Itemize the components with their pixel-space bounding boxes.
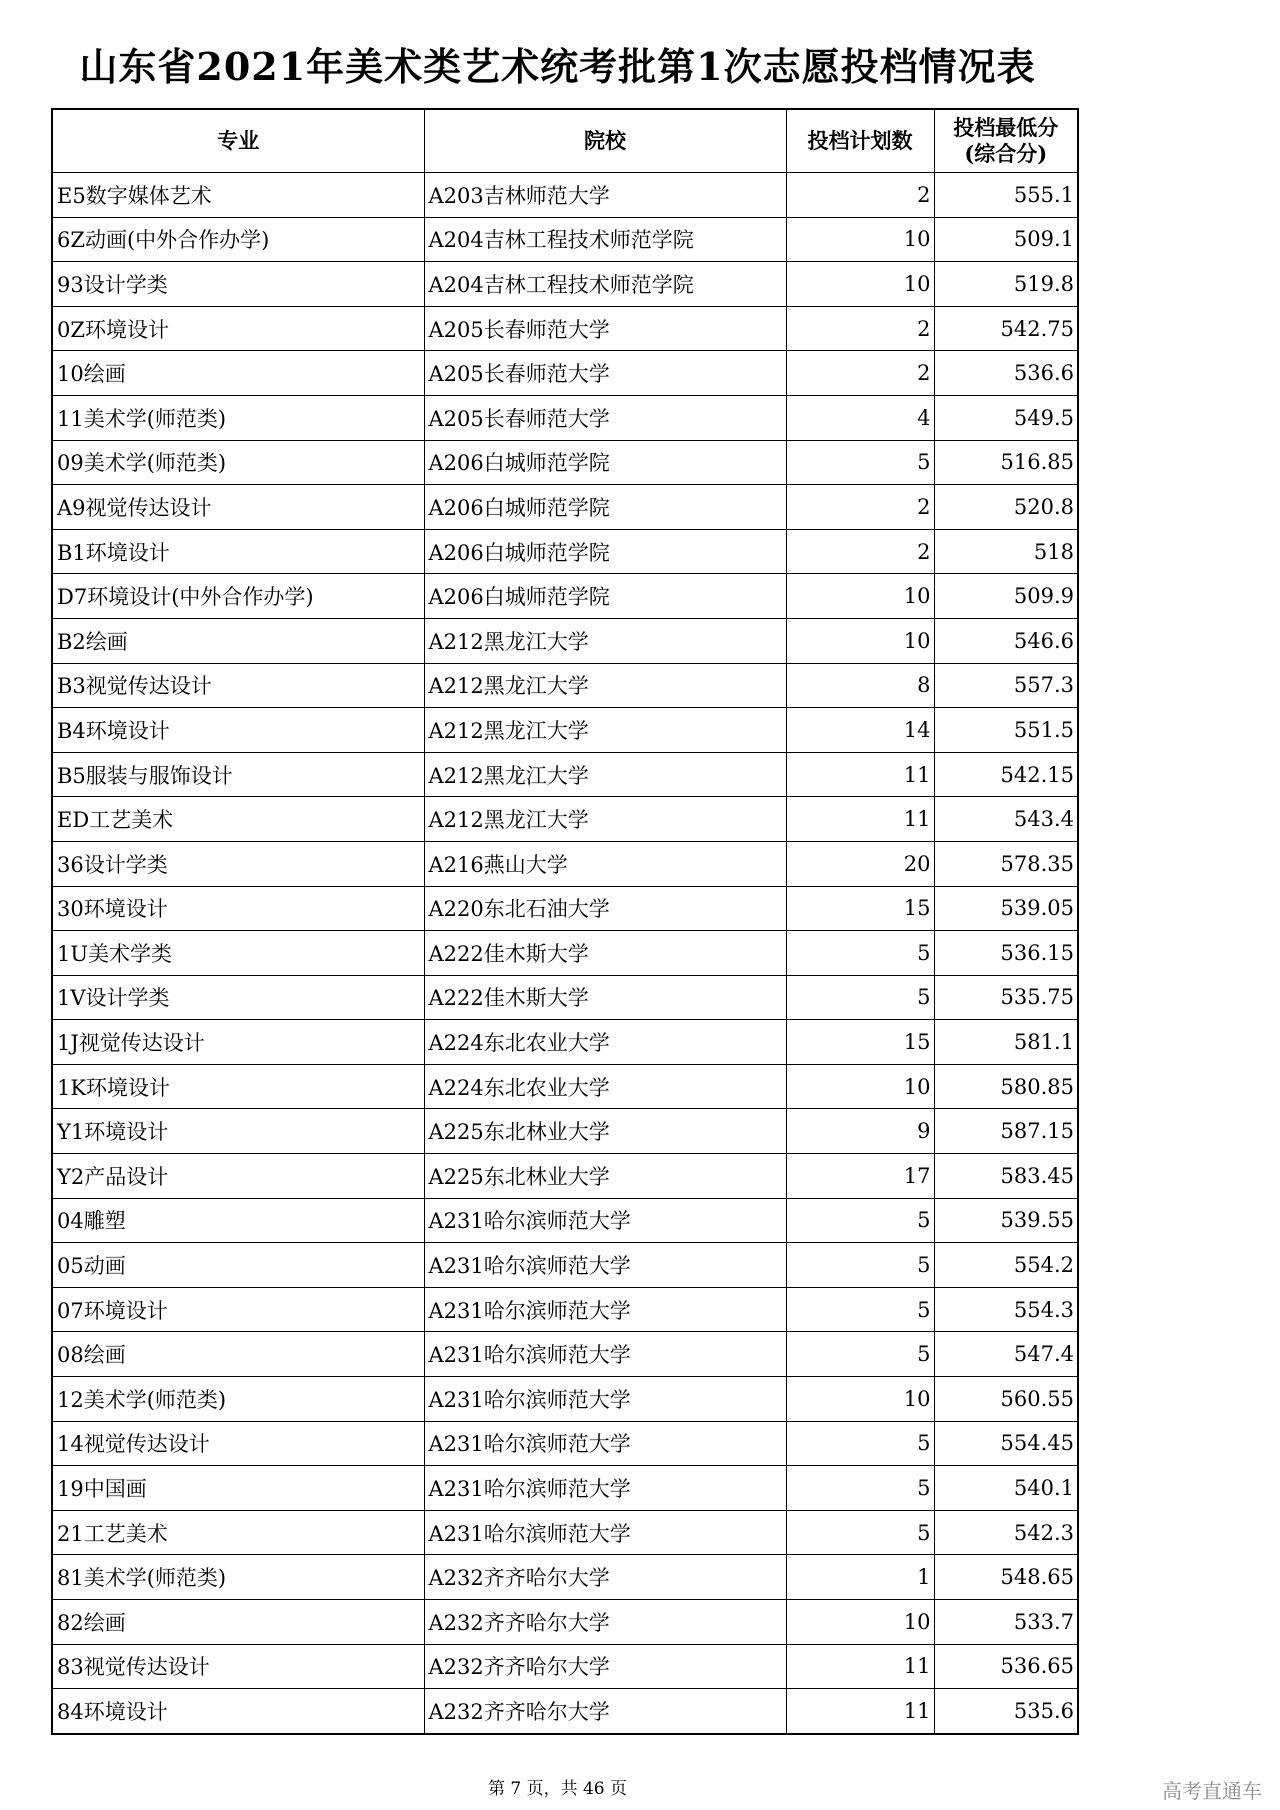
cell-min-score: 519.8 [934, 262, 1078, 307]
cell-major: 6Z动画(中外合作办学) [52, 217, 424, 262]
cell-plan-count: 9 [786, 1109, 934, 1154]
cell-major: 05动画 [52, 1243, 424, 1288]
table-row [52, 1466, 1078, 1511]
cell-major: 82绘画 [52, 1600, 424, 1645]
cell-min-score: 536.15 [934, 931, 1078, 976]
table-row [52, 485, 1078, 530]
cell-major: 93设计学类 [52, 262, 424, 307]
admission-table [51, 108, 1079, 1735]
table-row [52, 1198, 1078, 1243]
cell-school: A232齐齐哈尔大学 [424, 1600, 786, 1645]
cell-school: A206白城师范学院 [424, 529, 786, 574]
cell-school: A212黑龙江大学 [424, 752, 786, 797]
cell-major: 1J视觉传达设计 [52, 1020, 424, 1065]
cell-plan-count: 11 [786, 752, 934, 797]
cell-plan-count: 10 [786, 1064, 934, 1109]
table-row [52, 1332, 1078, 1377]
cell-major: D7环境设计(中外合作办学) [52, 574, 424, 619]
cell-min-score: 535.75 [934, 975, 1078, 1020]
table-row [52, 841, 1078, 886]
table-row [52, 1377, 1078, 1422]
cell-min-score: 580.85 [934, 1064, 1078, 1109]
table-row [52, 1689, 1078, 1734]
table-row [52, 1555, 1078, 1600]
cell-min-score: 547.4 [934, 1332, 1078, 1377]
header-major: 专业 [52, 109, 424, 173]
cell-school: A231哈尔滨师范大学 [424, 1332, 786, 1377]
cell-major: B2绘画 [52, 618, 424, 663]
cell-min-score: 555.1 [934, 173, 1078, 218]
table-row [52, 931, 1078, 976]
cell-min-score: 554.45 [934, 1421, 1078, 1466]
cell-min-score: 518 [934, 529, 1078, 574]
cell-min-score: 587.15 [934, 1109, 1078, 1154]
cell-school: A225东北林业大学 [424, 1109, 786, 1154]
table-row [52, 708, 1078, 753]
table-row [52, 574, 1078, 619]
table-row [52, 1064, 1078, 1109]
cell-school: A232齐齐哈尔大学 [424, 1689, 786, 1734]
table-row [52, 1109, 1078, 1154]
cell-major: 11美术学(师范类) [52, 395, 424, 440]
cell-plan-count: 14 [786, 708, 934, 753]
cell-plan-count: 15 [786, 1020, 934, 1065]
cell-plan-count: 2 [786, 485, 934, 530]
cell-min-score: 551.5 [934, 708, 1078, 753]
cell-min-score: 542.15 [934, 752, 1078, 797]
cell-major: 21工艺美术 [52, 1510, 424, 1555]
cell-school: A231哈尔滨师范大学 [424, 1243, 786, 1288]
cell-major: 81美术学(师范类) [52, 1555, 424, 1600]
table-row [52, 217, 1078, 262]
cell-plan-count: 5 [786, 1510, 934, 1555]
table-row [52, 1287, 1078, 1332]
cell-major: 12美术学(师范类) [52, 1377, 424, 1422]
cell-min-score: 509.9 [934, 574, 1078, 619]
cell-min-score: 578.35 [934, 841, 1078, 886]
cell-plan-count: 10 [786, 1600, 934, 1645]
cell-min-score: 542.3 [934, 1510, 1078, 1555]
table-row [52, 975, 1078, 1020]
watermark: 高考直通车 [1162, 1779, 1262, 1803]
cell-school: A204吉林工程技术师范学院 [424, 217, 786, 262]
table-row [52, 1510, 1078, 1555]
table-row [52, 440, 1078, 485]
cell-school: A224东北农业大学 [424, 1020, 786, 1065]
table-row [52, 1243, 1078, 1288]
table-row [52, 618, 1078, 663]
table-row [52, 529, 1078, 574]
cell-major: 1K环境设计 [52, 1064, 424, 1109]
cell-plan-count: 2 [786, 306, 934, 351]
cell-major: A9视觉传达设计 [52, 485, 424, 530]
table-row [52, 752, 1078, 797]
cell-school: A212黑龙江大学 [424, 663, 786, 708]
cell-school: A231哈尔滨师范大学 [424, 1287, 786, 1332]
cell-min-score: 539.55 [934, 1198, 1078, 1243]
cell-plan-count: 5 [786, 1198, 934, 1243]
cell-min-score: 520.8 [934, 485, 1078, 530]
cell-min-score: 536.65 [934, 1644, 1078, 1689]
cell-min-score: 581.1 [934, 1020, 1078, 1065]
cell-min-score: 554.2 [934, 1243, 1078, 1288]
cell-school: A225东北林业大学 [424, 1154, 786, 1199]
table-row [52, 173, 1078, 218]
cell-major: 09美术学(师范类) [52, 440, 424, 485]
cell-plan-count: 17 [786, 1154, 934, 1199]
table-row [52, 351, 1078, 396]
cell-school: A204吉林工程技术师范学院 [424, 262, 786, 307]
cell-school: A203吉林师范大学 [424, 173, 786, 218]
cell-school: A212黑龙江大学 [424, 708, 786, 753]
cell-school: A212黑龙江大学 [424, 618, 786, 663]
cell-plan-count: 10 [786, 574, 934, 619]
cell-major: 1V设计学类 [52, 975, 424, 1020]
cell-school: A231哈尔滨师范大学 [424, 1377, 786, 1422]
cell-plan-count: 4 [786, 395, 934, 440]
table-row [52, 797, 1078, 842]
cell-plan-count: 1 [786, 1555, 934, 1600]
cell-school: A231哈尔滨师范大学 [424, 1510, 786, 1555]
cell-school: A206白城师范学院 [424, 440, 786, 485]
cell-plan-count: 20 [786, 841, 934, 886]
cell-major: Y1环境设计 [52, 1109, 424, 1154]
cell-plan-count: 10 [786, 217, 934, 262]
cell-plan-count: 10 [786, 262, 934, 307]
table-row [52, 886, 1078, 931]
cell-plan-count: 11 [786, 1689, 934, 1734]
table-row [52, 1421, 1078, 1466]
cell-major: B3视觉传达设计 [52, 663, 424, 708]
cell-plan-count: 11 [786, 797, 934, 842]
cell-school: A220东北石油大学 [424, 886, 786, 931]
cell-plan-count: 2 [786, 529, 934, 574]
cell-major: 36设计学类 [52, 841, 424, 886]
table-row [52, 1644, 1078, 1689]
header-plan-count: 投档计划数 [786, 109, 934, 173]
cell-major: 10绘画 [52, 351, 424, 396]
cell-school: A205长春师范大学 [424, 395, 786, 440]
cell-major: B1环境设计 [52, 529, 424, 574]
cell-min-score: 543.4 [934, 797, 1078, 842]
cell-major: 14视觉传达设计 [52, 1421, 424, 1466]
cell-min-score: 549.5 [934, 395, 1078, 440]
cell-major: 0Z环境设计 [52, 306, 424, 351]
cell-major: 07环境设计 [52, 1287, 424, 1332]
cell-plan-count: 8 [786, 663, 934, 708]
cell-plan-count: 10 [786, 618, 934, 663]
page-footer: 第 7 页，共 46 页 [487, 1779, 628, 1799]
cell-school: A205长春师范大学 [424, 351, 786, 396]
cell-school: A231哈尔滨师范大学 [424, 1421, 786, 1466]
cell-plan-count: 5 [786, 1243, 934, 1288]
cell-plan-count: 10 [786, 1377, 934, 1422]
cell-plan-count: 5 [786, 975, 934, 1020]
cell-major: ED工艺美术 [52, 797, 424, 842]
cell-school: A206白城师范学院 [424, 485, 786, 530]
cell-min-score: 557.3 [934, 663, 1078, 708]
cell-major: B5服装与服饰设计 [52, 752, 424, 797]
cell-plan-count: 5 [786, 1332, 934, 1377]
cell-min-score: 560.55 [934, 1377, 1078, 1422]
cell-school: A205长春师范大学 [424, 306, 786, 351]
table-header-row [52, 109, 1078, 173]
cell-min-score: 548.65 [934, 1555, 1078, 1600]
cell-major: Y2产品设计 [52, 1154, 424, 1199]
cell-school: A232齐齐哈尔大学 [424, 1644, 786, 1689]
cell-min-score: 516.85 [934, 440, 1078, 485]
cell-school: A222佳木斯大学 [424, 931, 786, 976]
cell-school: A224东北农业大学 [424, 1064, 786, 1109]
cell-plan-count: 5 [786, 931, 934, 976]
cell-plan-count: 5 [786, 1421, 934, 1466]
cell-school: A212黑龙江大学 [424, 797, 786, 842]
table-row [52, 663, 1078, 708]
cell-plan-count: 11 [786, 1644, 934, 1689]
cell-school: A206白城师范学院 [424, 574, 786, 619]
cell-school: A216燕山大学 [424, 841, 786, 886]
cell-school: A232齐齐哈尔大学 [424, 1555, 786, 1600]
cell-school: A231哈尔滨师范大学 [424, 1466, 786, 1511]
table-row [52, 306, 1078, 351]
cell-school: A231哈尔滨师范大学 [424, 1198, 786, 1243]
cell-major: 30环境设计 [52, 886, 424, 931]
cell-min-score: 535.6 [934, 1689, 1078, 1734]
table-row [52, 1600, 1078, 1645]
table-body [52, 173, 1078, 1734]
cell-school: A222佳木斯大学 [424, 975, 786, 1020]
table-row [52, 1020, 1078, 1065]
page-title: 山东省2021年美术类艺术统考批第1次志愿投档情况表 [79, 44, 1036, 89]
cell-min-score: 554.3 [934, 1287, 1078, 1332]
header-school: 院校 [424, 109, 786, 173]
cell-major: 84环境设计 [52, 1689, 424, 1734]
cell-min-score: 539.05 [934, 886, 1078, 931]
cell-plan-count: 2 [786, 351, 934, 396]
cell-major: 83视觉传达设计 [52, 1644, 424, 1689]
cell-plan-count: 5 [786, 1287, 934, 1332]
cell-plan-count: 15 [786, 886, 934, 931]
cell-major: 19中国画 [52, 1466, 424, 1511]
cell-major: E5数字媒体艺术 [52, 173, 424, 218]
cell-min-score: 546.6 [934, 618, 1078, 663]
cell-plan-count: 2 [786, 173, 934, 218]
cell-major: 08绘画 [52, 1332, 424, 1377]
cell-major: B4环境设计 [52, 708, 424, 753]
table-row [52, 1154, 1078, 1199]
header-min-score: 投档最低分 (综合分) [934, 109, 1078, 173]
table-row [52, 395, 1078, 440]
cell-min-score: 533.7 [934, 1600, 1078, 1645]
cell-min-score: 540.1 [934, 1466, 1078, 1511]
cell-min-score: 536.6 [934, 351, 1078, 396]
cell-plan-count: 5 [786, 440, 934, 485]
cell-plan-count: 5 [786, 1466, 934, 1511]
cell-min-score: 542.75 [934, 306, 1078, 351]
cell-major: 1U美术学类 [52, 931, 424, 976]
cell-major: 04雕塑 [52, 1198, 424, 1243]
table-row [52, 262, 1078, 307]
cell-min-score: 583.45 [934, 1154, 1078, 1199]
cell-min-score: 509.1 [934, 217, 1078, 262]
